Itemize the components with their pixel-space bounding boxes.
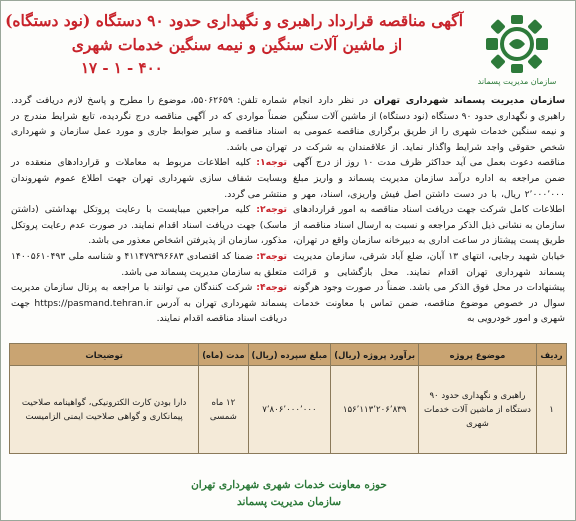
intro-text: در نظر دارد انجام راهبری و نگهداری حدود ۹۰ دستگاه (نود دستگاه) از ماشین آلات سنگین و نیمه سنگین خدمات شهری را از طریق برگزاری مناقصه عمومی به شخص حقوقی واجد شرایط واگذار نماید. از علاقمندان به شرکت در مناقصه دعوت بعمل می آید حداکثر ظرف مدت ۱۰ روز از درج آگهی ضمن مراجعه به اداره درآمد سازمان مدیریت پسماند و واریز مبلغ ۲٬۰۰۰٬۰۰۰ ریال، با در دست داشتن اصل فیش واریزی، اسناد، مهر و اطلاعات کامل شرکت جهت دریافت اسناد مناقصه به امور قراردادهای سازمان به نشانی ذیل الذکر مراجعه و نسبت به ارسال اسناد مناقصه از طریق پست پیشتاز در ساعت اداری به دبیرخانه سازمان واقع در تهران، خیابان شهید رجایی، انتهای ۱۳ آبان، ضلع آباد شرقی، سازمان مدیریت پسماند شهرداری تهران اقدام نمایند. محل بازگشایی و قرائت پیشنهادات در محل فوق الذکر می باشد. ضمناً در صورت وجود هرگونه سوال در خصوص موضوع مناقصه، ضمن تماس با معاونت خدمات شهری و امور خودرویی به (293, 95, 566, 325)
note-2 (11, 202, 287, 249)
header-duration: مدت (ماه) (199, 344, 248, 366)
header-deposit: مبلغ سپرده (ریال) (248, 344, 331, 366)
footer-line2: سازمان مدیریت پسماند (237, 496, 341, 508)
note-4-label: توجه۴: (256, 282, 287, 294)
title-block (5, 9, 463, 79)
body-column-right (293, 93, 565, 327)
cell-deposit: ۷٬۸۰۶٬۰۰۰٬۰۰۰ (248, 366, 331, 454)
logo-caption: سازمان مدیریت پسماند (477, 77, 557, 86)
header-estimate: برآورد پروژه (ریال) (331, 344, 419, 366)
cell-estimate: ۱۵۶٬۱۱۳٬۲۰۶٬۸۳۹ (331, 366, 419, 454)
cell-subject: راهبری و نگهداری حدود ۹۰ دستگاه از ماشین آلات خدمات شهری (419, 366, 537, 454)
table-row (10, 366, 567, 454)
cell-index: ۱ (537, 366, 567, 454)
intro-paragraph (293, 93, 565, 327)
note-1 (11, 155, 287, 202)
ad-title-line1: آگهی مناقصه قرارداد راهبری و نگهداری حدود ۹۰ دستگاه (نود دستگاه) (5, 11, 463, 30)
note-3-text: ضمنا کد اقتصادی ۴۱۱۴۷۹۳۹۶۶۸۳ و شناسه ملی ۱۴۰۰۵۶۱۰۴۹۳ متعلق به سازمان مدیریت پسماند می باشد. (11, 250, 287, 278)
header (5, 9, 567, 91)
ad-number: ۱۷ - ۱ - ۴۰۰ (81, 59, 163, 77)
contact-paragraph: شماره تلفن: ۵۵۰۶۲۶۵۹، موضوع را مطرح و پاسخ لازم دریافت گردد. ضمناً مواردی که در آگهی مناقصه درج نگردیده، تابع شرایط مندرج در اسناد مناقصه و سایر ضوابط جاری و مورد عمل سازمان و شهرداری تهران می باشد. (11, 95, 287, 153)
note-2-text: کلیه مراجعین میبایست با رعایت پروتکل بهداشتی (داشتن ماسک) جهت دریافت اسناد اقدام نمایند. در صورت عدم رعایت پروتکل مذکور، سازمان از پذیرفتن اشخاص معذور می باشد. (11, 204, 287, 247)
organization-logo (471, 13, 563, 91)
cell-notes: دارا بودن کارت الکترونیکی، گواهینامه صلاحیت پیمانکاری و گواهی صلاحیت ایمنی الزامیست (10, 366, 199, 454)
ad-title-line2: از ماشین آلات سنگین و نیمه سنگین خدمات شهری (71, 35, 403, 54)
header-index: ردیف (537, 344, 567, 366)
note-1-label: توجه۱: (256, 157, 287, 169)
note-3-label: توجه۳: (256, 250, 287, 262)
note-3 (11, 249, 287, 280)
tehran-emblem-icon (482, 13, 552, 75)
note-1-text: کلیه اطلاعات مربوط به معاملات و قراردادهای منعقده در وبسایت شفاف سازی شهرداری تهران جهت اطلاع عموم شهروندان منتشر می گردد. (11, 157, 287, 200)
table-header-row (10, 344, 567, 366)
body-column-left (11, 93, 287, 327)
note-4 (11, 280, 287, 327)
note-2-label: توجه۲: (256, 204, 287, 216)
note-4-text: شرکت کنندگان می توانند با مراجعه به پرتال سازمان مدیریت پسماند شهرداری تهران به آدرس https://pasmand.tehran.ir جهت دریافت اسناد مناقصه اقدام نمایند. (11, 282, 287, 325)
tender-table (9, 343, 567, 454)
footer-line1: حوزه معاونت خدمات شهری شهرداری تهران (191, 479, 387, 491)
footer (11, 477, 567, 515)
header-subject: موضوع پروژه (419, 344, 537, 366)
cell-duration: ۱۲ ماه شمسی (199, 366, 248, 454)
organization-name: سازمان مدیریت پسماند شهرداری تهران (373, 95, 565, 106)
header-notes: توضیحات (10, 344, 199, 366)
